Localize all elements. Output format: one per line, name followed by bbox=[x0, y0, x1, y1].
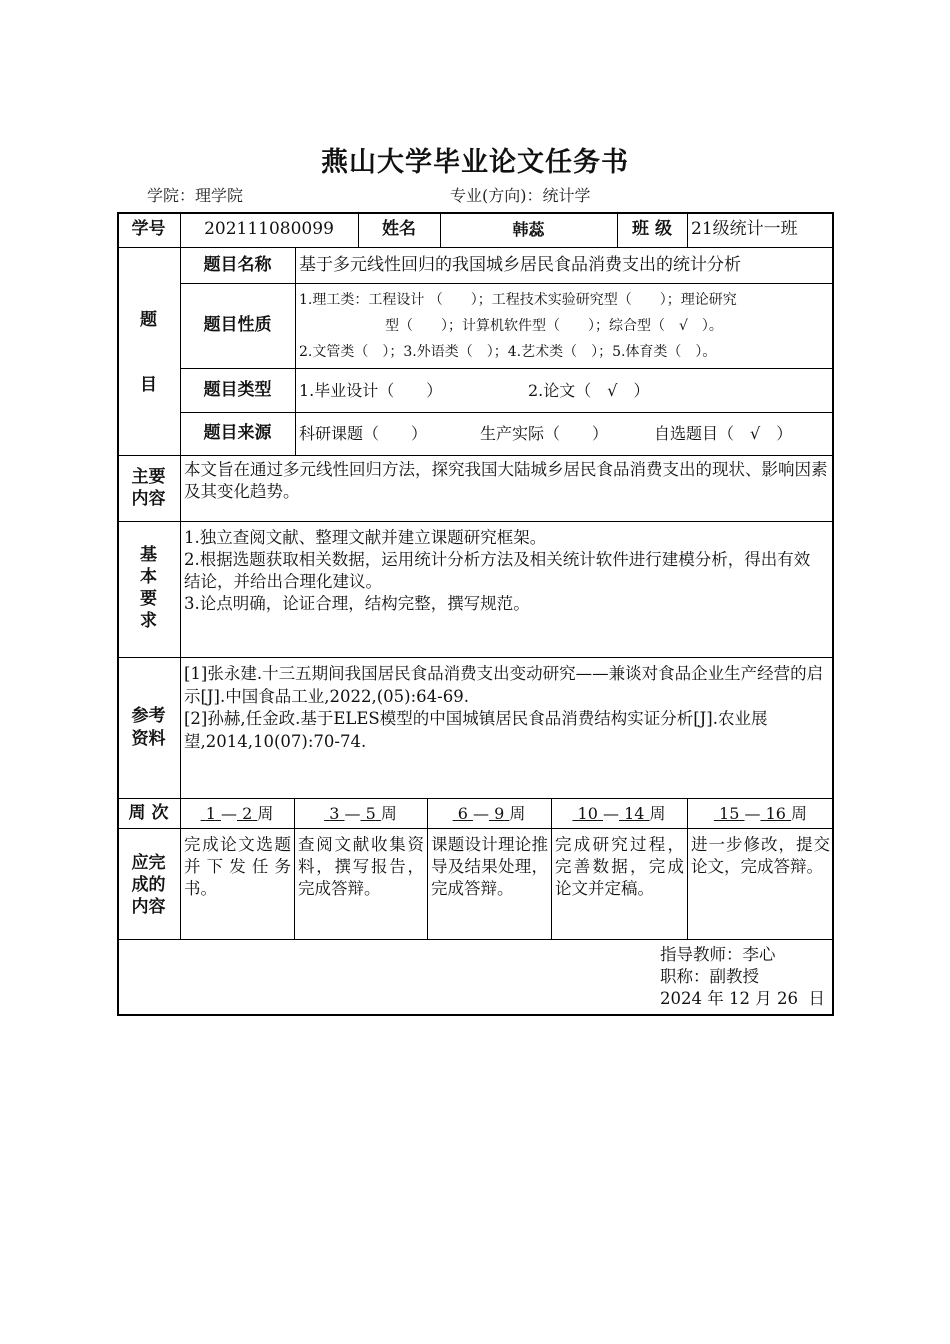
schedule-content-label-line: 成的 bbox=[131, 875, 166, 895]
divider bbox=[117, 455, 834, 456]
week-label: 周 次 bbox=[128, 802, 169, 823]
week-dash: — bbox=[602, 803, 619, 823]
week-task-2: 查阅文献收集资料，撰写报告，完成答辩。 bbox=[298, 835, 424, 898]
requirements-label-char: 本 bbox=[140, 566, 157, 587]
week-unit: 周 bbox=[791, 803, 808, 823]
topic-source-research: 科研课题（ ） bbox=[299, 424, 428, 443]
name-label: 姓名 bbox=[382, 219, 416, 239]
document-title: 燕山大学毕业论文任务书 bbox=[321, 147, 629, 178]
topic-type-option-design: 1.毕业设计（ ） bbox=[299, 380, 443, 400]
week-range-5 bbox=[687, 798, 834, 828]
week-start: 10 bbox=[577, 803, 598, 823]
nature-line-1: 1.理工类：工程设计 （ ）；工程技术实验研究型（ ）；理论研究 bbox=[299, 292, 737, 308]
name-value: 韩蕊 bbox=[512, 220, 545, 239]
college-label: 学院：理学院 bbox=[147, 186, 244, 205]
advisor-title: 职称：副教授 bbox=[660, 967, 759, 986]
week-end: 16 bbox=[765, 803, 786, 823]
main-content-text: 本文旨在通过多元线性回归方法，探究我国大陆城乡居民食品消费支出的现状、影响因素及其变化趋势。 bbox=[184, 460, 828, 501]
topic-section-label-1: 题 bbox=[140, 309, 157, 330]
week-dash: — bbox=[744, 803, 761, 823]
topic-type-option-thesis: 2.论文（ √ ） bbox=[528, 380, 650, 400]
references-label-line: 资料 bbox=[131, 728, 166, 749]
week-task-4: 完成研究过程，完善数据，完成论文并定稿。 bbox=[555, 835, 684, 898]
references-label bbox=[117, 700, 180, 755]
divider bbox=[687, 212, 688, 247]
divider bbox=[295, 247, 296, 455]
schedule-content-label-line: 内容 bbox=[131, 897, 166, 917]
week-dash: — bbox=[220, 803, 237, 823]
topic-name-value: 基于多元线性回归的我国城乡居民食品消费支出的统计分析 bbox=[299, 254, 741, 275]
major-label: 专业(方向)：统计学 bbox=[450, 186, 591, 205]
divider bbox=[117, 521, 834, 522]
week-unit: 周 bbox=[380, 803, 397, 823]
requirements-label-char: 要 bbox=[140, 588, 157, 609]
week-start: 15 bbox=[719, 803, 740, 823]
divider bbox=[117, 828, 834, 829]
student-id-value: 202111080099 bbox=[204, 219, 334, 239]
week-range-3 bbox=[427, 798, 551, 828]
requirements-label-char: 基 bbox=[140, 544, 157, 565]
week-start: 3 bbox=[329, 803, 340, 823]
signature-block bbox=[660, 944, 830, 1010]
week-task-1: 完成论文选题并下发任务书。 bbox=[184, 835, 291, 898]
topic-name-label: 题目名称 bbox=[203, 254, 272, 275]
reference-item: [1]张永建.十三五期间我国居民食品消费支出变动研究——兼谈对食品企业生产经营的启示[J].中国食品工业,2022,(05):64-69. bbox=[184, 664, 824, 706]
schedule-content-label-line: 应完 bbox=[131, 853, 166, 873]
week-end: 14 bbox=[624, 803, 645, 823]
requirements-label-char: 求 bbox=[140, 610, 157, 631]
reference-item: [2]孙赫,任金政.基于ELES模型的中国城镇居民食品消费结构实证分析[J].农业展望,2014,10(07):70-74. bbox=[184, 709, 768, 751]
week-unit: 周 bbox=[257, 803, 274, 823]
topic-nature-options bbox=[299, 287, 834, 365]
student-id-label: 学号 bbox=[131, 219, 166, 239]
nature-line-3: 2.文管类（ ）；3.外语类（ ）；4.艺术类（ ）；5.体育类（ ）。 bbox=[299, 344, 717, 360]
class-label: 班 级 bbox=[632, 219, 672, 239]
topic-section-label-2: 目 bbox=[140, 374, 157, 395]
requirements-label bbox=[117, 540, 180, 635]
week-end: 2 bbox=[242, 803, 253, 823]
topic-nature-label: 题目性质 bbox=[203, 315, 272, 335]
advisor-name: 指导教师：李心 bbox=[660, 945, 776, 964]
class-value: 21级统计一班 bbox=[691, 219, 798, 239]
week-start: 1 bbox=[205, 803, 216, 823]
main-content-label bbox=[117, 455, 180, 521]
signature-date: 2024 年 12 月 26 日 bbox=[660, 989, 825, 1008]
schedule-content-label bbox=[117, 850, 180, 920]
week-end: 9 bbox=[494, 803, 505, 823]
week-task-5: 进一步修改，提交论文，完成答辩。 bbox=[691, 835, 830, 876]
divider bbox=[117, 657, 834, 658]
requirements-list bbox=[184, 527, 818, 615]
main-content-label-line: 内容 bbox=[131, 489, 166, 509]
week-dash: — bbox=[344, 803, 361, 823]
topic-source-production: 生产实际（ ） bbox=[480, 424, 609, 443]
week-range-4 bbox=[551, 798, 687, 828]
nature-line-2: 型（ ）；计算机软件型（ ）；综合型（ √ ）。 bbox=[385, 318, 723, 334]
week-range-1 bbox=[180, 798, 294, 828]
requirement-item: 1.独立查阅文献、整理文献并建立课题研究框架。 bbox=[184, 528, 547, 547]
references-label-line: 参考 bbox=[131, 705, 166, 726]
week-unit: 周 bbox=[649, 803, 666, 823]
topic-type-label: 题目类型 bbox=[203, 379, 272, 400]
divider bbox=[117, 939, 834, 940]
topic-source-label: 题目来源 bbox=[203, 423, 272, 443]
week-start: 6 bbox=[457, 803, 468, 823]
week-end: 5 bbox=[365, 803, 376, 823]
requirement-item: 2.根据选题获取相关数据，运用统计分析方法及相关统计软件进行建模分析，得出有效结论，并给出合理化建议。 bbox=[184, 550, 811, 591]
week-dash: — bbox=[472, 803, 489, 823]
week-unit: 周 bbox=[509, 803, 526, 823]
topic-source-self-selected: 自选题目（ √ ） bbox=[654, 424, 793, 443]
week-task-3: 课题设计理论推导及结果处理，完成答辩。 bbox=[431, 835, 548, 898]
references-list bbox=[184, 663, 830, 753]
main-content-label-line: 主要 bbox=[131, 467, 166, 487]
requirement-item: 3.论点明确，论证合理，结构完整，撰写规范。 bbox=[184, 594, 530, 613]
week-range-2 bbox=[294, 798, 427, 828]
